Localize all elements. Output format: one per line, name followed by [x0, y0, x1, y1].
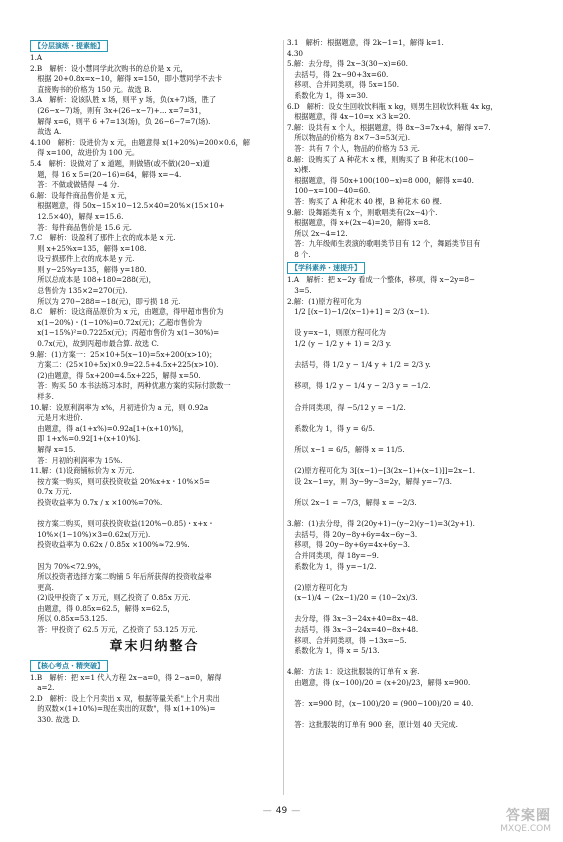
answer-line [287, 350, 543, 361]
answer-line: 8 个. [287, 249, 311, 259]
answer-line: (2)原方程可化为 3[(x−1)−[3(2x−1)+(x−1)]]=2x−1. [287, 466, 476, 476]
left-answers-block [30, 53, 279, 636]
answer-line: 题，得 16 x 5=(20−16)=64，解得 x=−4. [30, 169, 182, 179]
answer-line: 答：每件商品售价是 15.6 元. [30, 222, 132, 232]
answer-line: 元是月末进价. [30, 413, 83, 423]
answer-line: 100−x=100−40=60. [287, 186, 371, 196]
answer-line [287, 434, 543, 445]
answer-line: 投资收益率为 0.62x / 0.85x ×100%≈72.9%. [30, 540, 190, 550]
answer-line: (2)由题意，得 5x+200=4.5x+225，解得 x=50. [30, 370, 201, 380]
answer-line: 0.7x(元)，故到丙超市最合算. 故选 C. [30, 339, 159, 349]
answer-line: 4.解：方法 1：设这批服装的订单有 x 套. [287, 667, 420, 677]
answer-line: 由题意，得 a(1+x%)=0.92a[1+(x+10)%]， [30, 423, 189, 433]
answer-line: 即 1+x%=0.92[1+(x+10)%]. [30, 434, 141, 444]
answer-line [287, 604, 543, 615]
answer-line [287, 371, 543, 382]
answer-line: 系数化为 1，得 x=30. [287, 90, 368, 100]
answer-line: 根据题意，得 x+(2x−4)=20，解得 x=8. [287, 218, 431, 228]
answer-line: 1.B 解析：把 x=1 代入方程 2x−a=0，得 2−a=0，解得 [30, 672, 222, 682]
answer-line: 所以为 270−288=−18(元)，即亏损 18 元. [30, 296, 181, 306]
answer-line: 移项、合并同类项，得 −13x=−5. [287, 635, 407, 645]
answer-line: 1.A [30, 53, 43, 62]
answer-line: 按方案一购买，则可获投资收益 20%x+x・10%×5= [30, 476, 210, 486]
answer-line: 1/2 (y − 1/2 y + 1) = 2/3 y. [287, 339, 392, 349]
answer-line: 9.解：(1)方案一：25×10+5(x−10)=5x+200(x>10)； [30, 349, 217, 359]
answer-line: 答：购买 50 本书法练习本时，两种优惠方案的实际付款数一 [30, 381, 231, 391]
answer-line: (x−1)/4 − (2x−1)/20 = (10−2x)/3. [287, 593, 418, 603]
answer-line: 答：x=900 时，(x−100)/20 = (900−100)/20 = 40. [287, 699, 474, 709]
answer-line: 3.1 解析：根据题意，得 2k−1=1，解得 k=1. [287, 38, 444, 47]
answer-line [287, 572, 543, 583]
answer-line: 系数化为 1，得 x = 5/13. [287, 646, 380, 656]
answer-line: 由题意，得 (x−100)/20 = (x+20)/23，解得 x=900. [287, 678, 471, 688]
answer-line: 系数化为 1，得 y = 6/5. [287, 423, 375, 433]
answer-line: 根据题意，得 50x+100(100−x)=8 000，解得 x=40. [287, 175, 474, 185]
answer-line: (26−x−7)场，则有 3x+(26−x−7)+... x=7=31， [30, 105, 206, 115]
column-divider [283, 40, 284, 795]
answer-line: 1.A 解析：把 x−2y 看成一个整体，移项，得 x−2y=8− [287, 275, 475, 285]
answer-line: 答：这批服装的订单有 900 套，原计划 40 天完成. [287, 720, 458, 730]
answer-line: 去括号，得 20y−8y+6y=4x−6y−3. [287, 529, 418, 539]
answer-line: 6.解：设每件商品售价是 x 元， [30, 190, 132, 200]
answer-line: 投资收益率为 0.7x / x ×100%=70%. [30, 497, 163, 507]
answer-line: 答：不做或做错得 −4 分. [30, 180, 120, 190]
answer-line: 3.解：(1)去分母，得 2(20y+1)−(y−2)(y−1)=3(2y+1). [287, 519, 475, 529]
answer-line: 则 x+25%x=135，解得 x=108. [30, 243, 147, 253]
answer-line: 的双数×(1+10%)=现在卖出的双数"，得 x(1+10%)= [30, 704, 216, 714]
answer-line: x(1−20%)・(1−10%)=0.72x(元)；乙超市售价为 [30, 317, 202, 327]
answer-line [287, 456, 543, 467]
answer-line: 总售价为 135×2=270(元). [30, 286, 128, 296]
answer-line: 4.30 [287, 48, 304, 58]
answer-line [287, 413, 543, 424]
core-points-answers-block [30, 673, 279, 726]
section-label-tiered-practice: 【分层演练・提素能】 [30, 40, 108, 52]
answer-line: 0.7x 万元. [30, 487, 72, 497]
answer-line: 2.B 解析：设小慧同学此次购书的总价是 x 元， [30, 63, 188, 73]
section-label-core-points: 【核心考点・精突破】 [30, 660, 108, 672]
left-column [30, 38, 279, 726]
page-number: — 49 — [0, 806, 563, 816]
answer-line: 移项，得 20y−8y+6y=4x+6y−3. [287, 540, 410, 550]
answer-line: 5.解：去分母，得 2x−3(30−x)=60. [287, 59, 408, 69]
answer-line: 10%×(1−10%)×3=0.62x(万元). [30, 529, 151, 539]
answer-line: 答：月初的利润率为 15%. [30, 455, 123, 465]
answer-line: 5.4 解析：设做对了 x 道题，则做错(或不做)(20−x)道 [30, 158, 210, 168]
answer-line: 所以 0.85x=53.125. [30, 614, 108, 624]
answer-line: 合并同类项，得 −5/12 y = −1/2. [287, 402, 406, 412]
right-column [287, 38, 543, 731]
answer-line: 故选 A. [30, 127, 62, 137]
answer-line: 所以 2x−1 = −7/3，解得 x = −2/3. [287, 497, 417, 507]
answer-line: 根据 20+0.8x=x−10，解得 x=150，即小慧同学不去卡 [30, 74, 223, 84]
answer-line: 因为 70%<72.9%， [30, 561, 106, 571]
answer-line: 设亏损那件上衣的成本是 y 元. [30, 254, 135, 264]
answer-line: 去括号，得 1/2 y − 1/4 y + 1/2 = 2/3 y. [287, 360, 431, 370]
answer-line: 11.解：(1)设商铺标价为 x 万元. [30, 466, 135, 476]
answer-line: 答：九年级师生表演的歌唱类节目有 12 个，舞蹈类节目有 [287, 239, 481, 249]
section-label-subject-literacy: 【学科素养・速提升】 [287, 262, 365, 274]
answer-line: 答：甲投资了 62.5 万元，乙投资了 53.125 万元. [30, 625, 198, 635]
answer-line: 去括号，得 3x−3−24x=40−8x+48. [287, 625, 419, 635]
answer-line: 设 2x−1=y，则 3y−9y−3=2y，解得 y=−7/3. [287, 476, 452, 486]
answer-line: 解得 x=6，则平 6 +7=13(场)，负 26−6−7=7(场). [30, 116, 211, 126]
answer-line: 合并同类项，得 18y=−9. [287, 550, 379, 560]
answer-line: 所以 x−1 = 6/5，解得 x = 11/5. [287, 444, 405, 454]
answer-line: 移项、合并同类项，得 5x=150. [287, 80, 400, 90]
answer-line: 所以总成本是 108+180=288(元)， [30, 275, 156, 285]
answer-line: 移项，得 1/2 y − 1/4 y − 2/3 y = −1/2. [287, 381, 431, 391]
answer-line: x(1−15%)²=0.7225x(元)；丙超市售价为 x(1−30%)= [30, 328, 220, 338]
answer-line: 2.D 解析：设上个月卖出 x 双，根据等量关系"上个月卖出 [30, 693, 220, 703]
answer-line: 得 x=100，故进价为 100 元。 [30, 148, 140, 158]
answer-line: 1/2 [(x−1)−1/2(x−1)+1] = 2/3 (x−1). [287, 307, 430, 317]
answer-line: 答：购买了 A 种花木 40 棵，B 种花木 60 棵. [287, 196, 442, 206]
answer-line [287, 689, 543, 700]
answer-line: 3=5. [287, 286, 312, 296]
answer-line: 所以投资者选择方案二购铺 5 年后所获得的投资收益率 [30, 572, 212, 582]
answer-line: 样多. [30, 392, 54, 401]
answer-line: 7.解：设共有 x 个人，根据题意，得 8x−3=7x+4，解得 x=7. [287, 122, 491, 132]
answer-line: 8.C 解析：设这商品原价为 x 元，由题意，得甲超市售价为 [30, 307, 224, 317]
answer-line: (2)原方程可化为 [287, 582, 348, 592]
answer-line: 由题意，得 0.85x=62.5，解得 x=62.5， [30, 603, 175, 613]
answer-line: 答：共有 7 个人，物品的价格为 53 元. [287, 143, 420, 153]
answer-line: 10.解：设原利润率为 x%，月初进价为 a 元，则 0.92a [30, 402, 209, 412]
answer-line: 6.D 解析：设女生回收饮料瓶 x kg，则男生回收饮料瓶 4x kg， [287, 101, 498, 111]
answer-line: 则 y−25%y=135，解得 y=180. [30, 264, 147, 274]
answer-line: 12.5×40)，解得 x=15.6. [30, 211, 124, 221]
answer-line [287, 318, 543, 329]
answer-line: 2.解：(1)原方程可化为 [287, 296, 362, 306]
answer-line: 4.100 解析：设进价为 x 元，由题意得 x(1+20%)=200×0.6，解 [30, 137, 250, 147]
answer-line [287, 392, 543, 403]
answer-line: 解得 x=15. [30, 444, 76, 454]
answer-line [287, 710, 543, 721]
chapter-summary-heading: 章末归纳整合 [109, 638, 200, 654]
subject-literacy-answers-block [287, 275, 543, 731]
answer-line: x)棵. [287, 165, 311, 175]
answer-line: 根据题意，得 50x−15×10−12.5×40=20%×(15×10+ [30, 201, 225, 211]
answer-line: 去分母，得 3x−3−24x+40=8x−48. [287, 614, 419, 624]
answer-line: 3.A 解析：设该队胜 x 场，则平 y 场，负(x+7)场，胜了 [30, 95, 217, 105]
answer-line: 330. 故选 D. [30, 715, 80, 725]
answer-line: 7.C 解析：设盈利了那件上衣的成本是 x 元. [30, 233, 176, 243]
answer-line: 直接购书的价格为 150 元。故选 B. [30, 84, 152, 94]
answer-line: 按方案二购买，则可获投资收益(120%−0.85)・x+x・ [30, 519, 215, 529]
answer-line: 根据题意，得 4x−10=x ×3 k=20. [287, 112, 411, 122]
answer-line: (2)设甲投资了 x 万元，则乙投资了 0.85x 万元. [30, 593, 191, 603]
watermark-logo: 答案圈 MXQE.COM [500, 808, 551, 834]
answer-line: 8.解：设购买了 A 种花木 x 棵，则购买了 B 种花木(100− [287, 154, 475, 164]
answer-line: 系数化为 1，得 y=−1/2. [287, 561, 377, 571]
answer-line: 所以 2x−4=12. [287, 228, 348, 238]
answer-line: 所以物品的价格为 8×7−3=53(元). [287, 133, 410, 143]
answer-line [30, 551, 279, 562]
answer-line: 方案二：(25×10+5x)×0.9=22.5+4.5x+225(x>10). [30, 360, 219, 370]
answer-line: 设 y=x−1，则原方程可化为 [287, 328, 386, 338]
answer-line: a=2. [30, 683, 55, 693]
answer-line [30, 509, 279, 520]
answer-line [287, 509, 543, 520]
answer-line: 去括号，得 2x−90+3x=60. [287, 69, 389, 79]
answer-line [287, 487, 543, 498]
answer-line [287, 657, 543, 668]
answer-line: 9.解：设舞蹈类有 x 个，则歌唱类有(2x−4)个. [287, 207, 438, 217]
right-answers-block [287, 38, 543, 260]
answer-line: 更高. [30, 582, 54, 592]
